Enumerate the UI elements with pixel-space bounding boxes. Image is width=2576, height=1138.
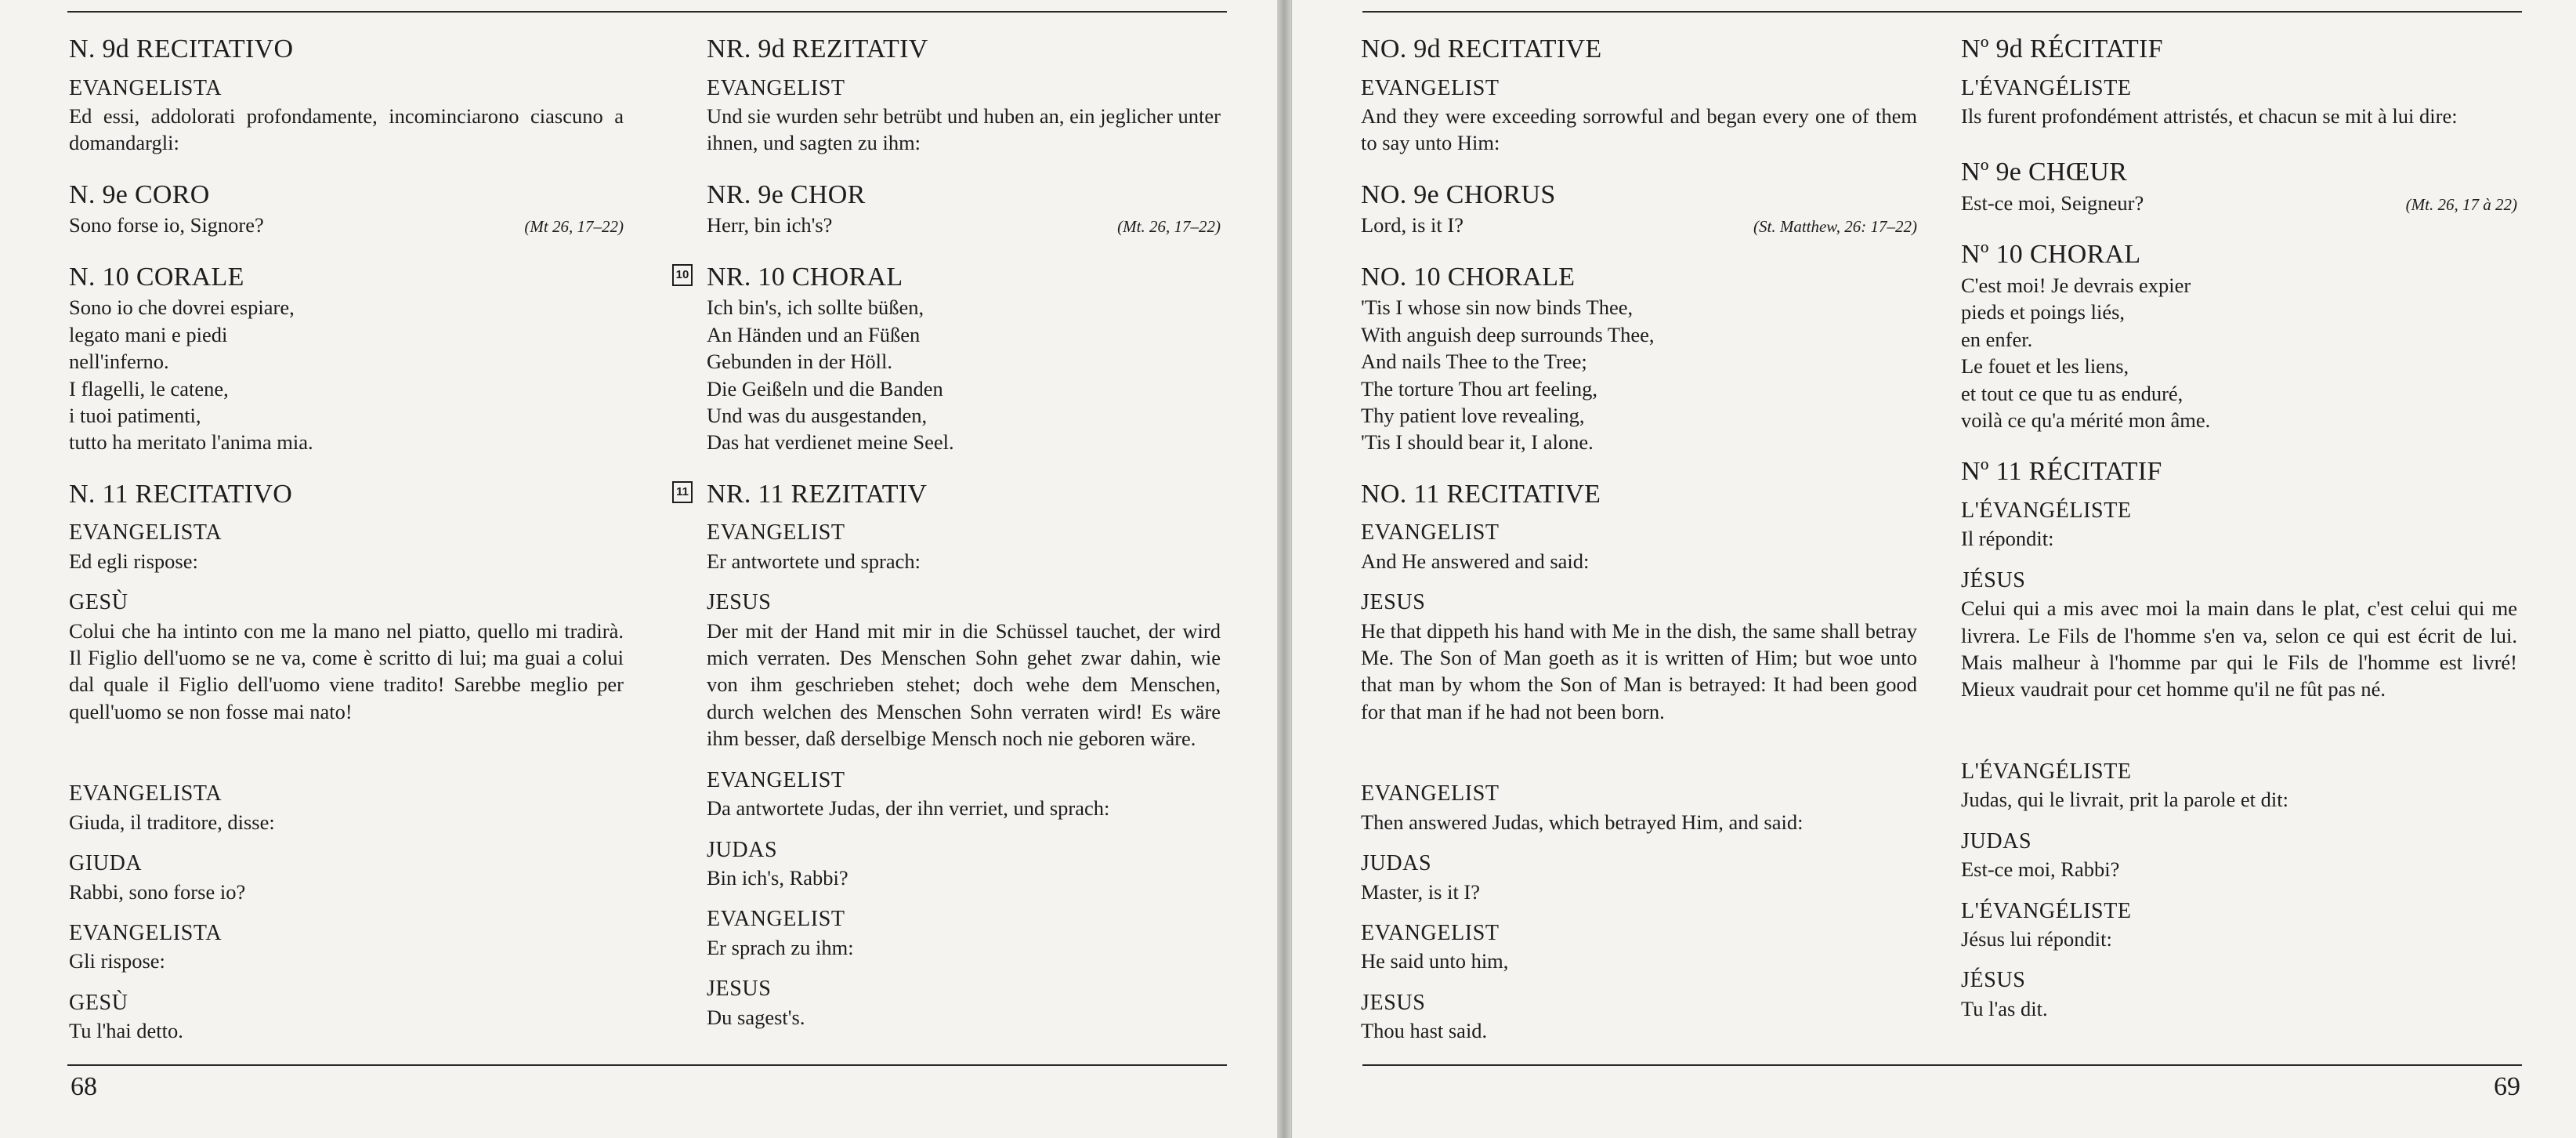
text: Sono forse io, Signore? [69, 213, 264, 237]
text: And He answered and said: [1361, 549, 1590, 573]
speaker: JUDAS [1361, 851, 1432, 876]
speaker: JUDAS [707, 837, 778, 862]
text: Ed essi, addolorati profondamente, incominciarono ciascuno a domandargli: [69, 103, 624, 155]
speaker: EVANGELIST [1361, 520, 1500, 545]
speaker: EVANGELISTA [69, 75, 223, 100]
verse-line: 'Tis I should bear it, I alone. [1361, 430, 1594, 455]
english-column [1361, 33, 1917, 1067]
section-9e [1961, 156, 2517, 216]
speaker: JESUS [1361, 590, 1426, 615]
speaker: EVANGELIST [1361, 781, 1500, 806]
section-title: NR. 9d REZITATIV [707, 34, 928, 63]
text: Er antwortete und sprach: [707, 549, 921, 573]
speaker: EVANGELIST [1361, 920, 1500, 945]
speaker: L'ÉVANGÉLISTE [1961, 75, 2132, 100]
section-9d [707, 33, 1221, 157]
speaker: JÉSUS [1961, 968, 2026, 993]
text: Tu l'as dit. [1961, 996, 2048, 1020]
section-title: NR. 10 CHORAL [707, 262, 903, 292]
verse-line: et tout ce que tu as enduré, [1961, 381, 2183, 405]
top-rule [67, 11, 1227, 13]
verse-line: C'est moi! Je devrais expier [1961, 273, 2191, 297]
text: He that dippeth his hand with Me in the dish, the same shall betray Me. The Son of Man goeth as it is written of Him; but woe unto that man by whom the Son of Man is betrayed: It had been good for that man if he had not been born. [1361, 618, 1917, 723]
verse-line: en enfer. [1961, 327, 2033, 351]
track-number-marker: 11 [672, 481, 693, 503]
speaker: GIUDA [69, 851, 143, 876]
text: Il répondit: [1961, 527, 2054, 551]
right-page [1291, 0, 2576, 1138]
speaker: GESÙ [69, 990, 128, 1015]
section-title: NO. 9d RECITATIVE [1361, 34, 1602, 63]
section-10 [675, 261, 1221, 456]
verse-line: I flagelli, le catene, [69, 376, 229, 400]
speaker: EVANGELIST [707, 767, 845, 792]
verse-line: nell'inferno. [69, 350, 169, 374]
verse-line: Und was du ausgestanden, [707, 403, 928, 427]
section-11 [676, 478, 1221, 1031]
speaker: EVANGELIST [707, 520, 845, 545]
section-title: N. 10 CORALE [69, 262, 244, 292]
text: Bin ich's, Rabbi? [707, 865, 848, 890]
text: Und sie wurden sehr betrübt und huben an, ein jeglicher unter ihnen, und sagten zu ihm: [707, 103, 1221, 155]
section-title: NR. 11 REZITATIV [707, 479, 928, 509]
section-title: Nº 10 CHORAL [1961, 240, 2141, 270]
section-9d [1361, 33, 1917, 157]
verse-line: Das hat verdienet meine Seel. [707, 430, 954, 455]
section-title: N. 9d RECITATIVO [69, 34, 294, 63]
section-title: N. 9e CORO [69, 179, 210, 209]
text: Gli rispose: [69, 949, 165, 973]
text: Jésus lui répondit: [1961, 926, 2112, 951]
track-number-marker: 10 [672, 264, 693, 286]
verse-line: tutto ha meritato l'anima mia. [69, 430, 313, 455]
speaker: EVANGELIST [707, 907, 845, 932]
text: Er sprach zu ihm: [707, 935, 854, 959]
text: Rabbi, sono forse io? [69, 879, 246, 904]
scripture-reference: (Mt. 26, 17 à 22) [2405, 194, 2517, 214]
verse-line: Le fouet et les liens, [1961, 354, 2129, 379]
scripture-reference: (St. Matthew, 26: 17–22) [1753, 217, 1917, 237]
german-column [675, 33, 1221, 1053]
speaker: JÉSUS [1961, 567, 2026, 593]
verse-line: legato mani e piedi [69, 322, 228, 346]
text: Da antwortete Judas, der ihn verriet, und sprach: [707, 796, 1110, 821]
section-9e [69, 179, 624, 239]
speaker: L'ÉVANGÉLISTE [1961, 759, 2132, 784]
section-9e [707, 179, 1221, 239]
section-9d [69, 33, 624, 157]
section-title: NR. 9e CHOR [707, 179, 866, 209]
text: Master, is it I? [1361, 879, 1481, 904]
bottom-rule [1362, 1064, 2522, 1066]
speaker: EVANGELISTA [69, 920, 223, 945]
text: And they were exceeding sorrowful and began every one of them to say unto Him: [1361, 103, 1917, 155]
text: Est-ce moi, Rabbi? [1961, 857, 2120, 882]
verse-line: Gebunden in der Höll. [707, 350, 892, 374]
section-9d [1961, 33, 2517, 129]
section-10 [1961, 238, 2517, 433]
text: Lord, is it I? [1361, 213, 1463, 237]
speaker: EVANGELIST [707, 75, 845, 100]
verse-line: And nails Thee to the Tree; [1361, 350, 1587, 374]
speaker: JESUS [707, 590, 772, 615]
verse-line: 'Tis I whose sin now binds Thee, [1361, 295, 1634, 320]
text: Du sagest's. [707, 1005, 805, 1029]
speaker: L'ÉVANGÉLISTE [1961, 898, 2132, 923]
book-gutter [1277, 0, 1291, 1138]
section-title: Nº 9d RÉCITATIF [1961, 34, 2163, 63]
section-title: NO. 11 RECITATIVE [1361, 479, 1601, 509]
section-11 [1361, 478, 1917, 1045]
scripture-reference: (Mt. 26, 17–22) [1117, 217, 1221, 237]
section-title: Nº 11 RÉCITATIF [1961, 457, 2162, 487]
text: Tu l'hai detto. [69, 1019, 183, 1043]
speaker: EVANGELISTA [69, 520, 223, 545]
italian-column [69, 33, 624, 1067]
speaker: JUDAS [1961, 828, 2032, 854]
page-number: 68 [71, 1072, 97, 1101]
verse-line: The torture Thou art feeling, [1361, 376, 1597, 400]
section-11 [1961, 455, 2517, 1022]
verse-line: Die Geißeln und die Banden [707, 376, 943, 400]
section-10 [1361, 261, 1917, 456]
verse-line: An Händen und an Füßen [707, 322, 921, 346]
text: Celui qui a mis avec moi la main dans le plat, c'est celui qui me livrera. Le Fils de l'homme s'en va, selon ce qui est écrit de lui. Mais malheur à l'homme par qui le Fils de l'homme est livré! Mieux vaudrait pour cet homme qu'il ne fût pas né. [1961, 596, 2517, 701]
text: Judas, qui le livrait, prit la parole et dit: [1961, 788, 2289, 812]
text: Then answered Judas, which betrayed Him, and said: [1361, 810, 1804, 834]
text: Giuda, il traditore, disse: [69, 810, 275, 834]
speaker: EVANGELISTA [69, 781, 223, 806]
verse-line: With anguish deep surrounds Thee, [1361, 322, 1655, 346]
text: Ils furent profondément attristés, et chacun se mit à lui dire: [1961, 103, 2458, 128]
left-page [0, 0, 1278, 1138]
verse-line: voilà ce qu'a mérité mon âme. [1961, 408, 2211, 432]
speaker: JESUS [707, 977, 772, 1002]
verse-line: Sono io che dovrei espiare, [69, 295, 295, 320]
top-rule [1362, 11, 2522, 13]
speaker: L'ÉVANGÉLISTE [1961, 498, 2132, 523]
speaker: JESUS [1361, 990, 1426, 1015]
section-title: NO. 9e CHORUS [1361, 179, 1556, 209]
section-title: N. 11 RECITATIVO [69, 479, 293, 509]
verse-line: Thy patient love revealing, [1361, 403, 1585, 427]
speaker: GESÙ [69, 590, 128, 615]
section-title: Nº 9e CHŒUR [1961, 158, 2128, 187]
speaker: EVANGELIST [1361, 75, 1500, 100]
french-column [1961, 33, 2517, 1044]
text: Der mit der Hand mit mir in die Schüssel tauchet, der wird mich verraten. Des Menschen Sohn gehet zwar dahin, wie von ihm geschrieben stehet; doch wehe dem Menschen, durch welchen des Menschen Sohn verraten wird! Es wäre ihm besser, daß derselbige Mensch noch nie geboren wäre. [707, 618, 1221, 751]
bottom-rule [67, 1064, 1227, 1066]
text: Herr, bin ich's? [707, 213, 833, 237]
verse-line: Ich bin's, ich sollte büßen, [707, 295, 924, 320]
page-number: 69 [2494, 1072, 2520, 1101]
verse-line: i tuoi patimenti, [69, 403, 201, 427]
text: Colui che ha intinto con me la mano nel piatto, quello mi tradirà. Il Figlio dell'uomo se ne va, come è scritto di lui; ma guai a colui dal quale il Figlio dell'uomo viene tradito! Sarebbe meglio per quell'uomo se non fosse mai nato! [69, 618, 624, 723]
text: Thou hast said. [1361, 1019, 1488, 1043]
text: He said unto him, [1361, 949, 1509, 973]
section-title: NO. 10 CHORALE [1361, 262, 1576, 292]
section-11 [69, 478, 624, 1045]
section-9e [1361, 179, 1917, 239]
text: Est-ce moi, Seigneur? [1961, 190, 2144, 215]
scripture-reference: (Mt 26, 17–22) [524, 217, 624, 237]
verse-line: pieds et poings liés, [1961, 300, 2126, 324]
section-10 [69, 261, 624, 456]
text: Ed egli rispose: [69, 549, 198, 573]
